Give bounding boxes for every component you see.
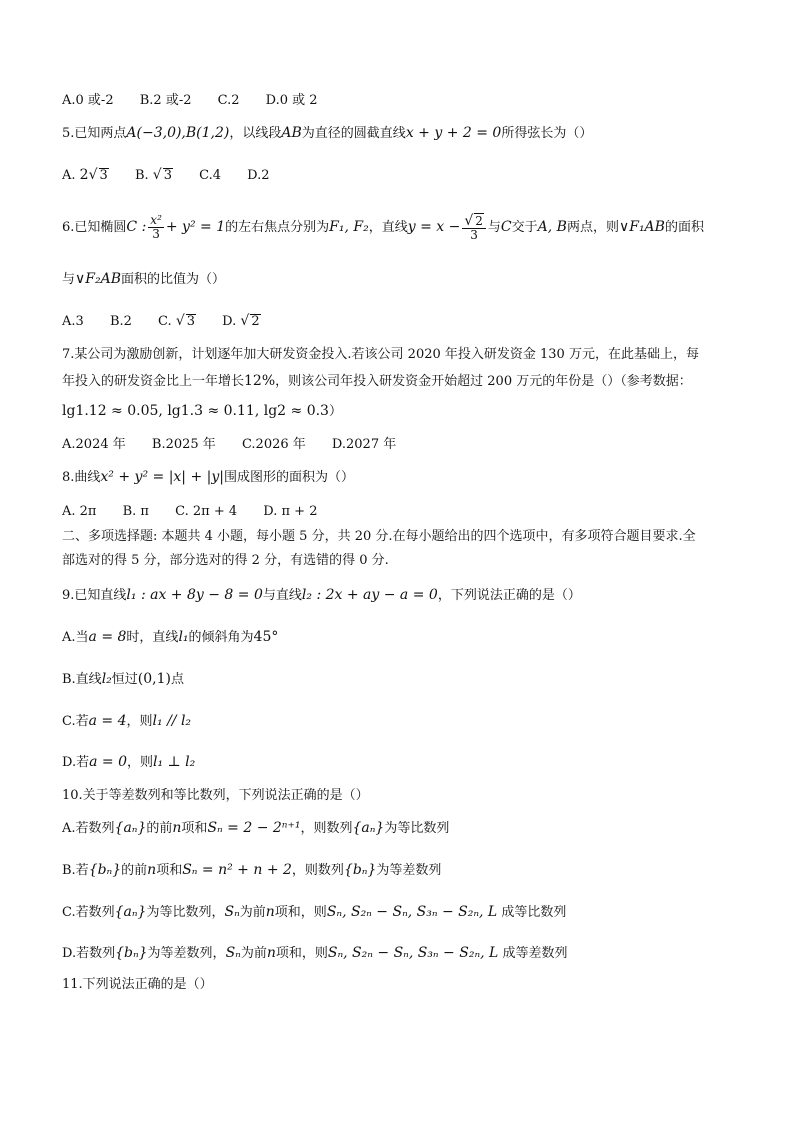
section2-heading-line2: 部选对的得 5 分，部分选对的得 2 分，有选错的得 0 分. bbox=[62, 553, 389, 568]
q6-stem-line2: 与∨F₂AB面积的比值为（） bbox=[62, 271, 226, 287]
q4-option-b: B.2 或-2 bbox=[139, 93, 192, 108]
q8-options bbox=[62, 503, 742, 521]
q7-option-d: D.2027 年 bbox=[331, 437, 397, 452]
q6-line-fraction: $\frac{√ 2}{3}$ bbox=[462, 213, 486, 242]
q10-option-a: A.若数列{aₙ}的前n项和Sₙ = 2 − 2ⁿ⁺¹，则数列{aₙ}为等比数列 bbox=[62, 820, 450, 836]
q8-stem: 8.曲线x² + y² = |x| + |y|围成图形的面积为（） bbox=[62, 469, 355, 485]
q6-option-b: B.2 bbox=[109, 314, 132, 329]
q5-option-c: C.4 bbox=[199, 168, 221, 183]
q7-stem-line1: 7.某公司为激励创新，计划逐年加大研发资金投入.若该公司 2020 年投入研发资金 130 万元，在此基础上，每 bbox=[62, 347, 699, 362]
q4-option-d: D.0 或 2 bbox=[265, 93, 318, 108]
q6-option-c: C. √ 3 bbox=[158, 313, 196, 329]
q5-option-a: A. 2√ 3 bbox=[62, 167, 108, 183]
q7-option-c: C.2026 年 bbox=[241, 437, 306, 452]
q10-stem: 10.关于等差数列和等比数列，下列说法正确的是（） bbox=[62, 788, 369, 803]
q9-option-d: D.若a = 0，则l₁ ⊥ l₂ bbox=[62, 754, 196, 770]
q4-options bbox=[62, 92, 742, 110]
q6-options bbox=[62, 312, 742, 331]
q8-option-d: D. π + 2 bbox=[263, 504, 318, 519]
q9-option-c: C.若a = 4，则l₁ // l₂ bbox=[62, 713, 192, 729]
q9-option-b: B.直线l₂恒过(0,1)点 bbox=[62, 671, 185, 687]
q6-stem: 6.已知椭圆C : $\frac{\text{x²}}{3}$ + y² = 1的左右焦点分别为F₁, F₂，直线y = x − $\frac{√ 2}{3}$ 与C交于A, B两点，则∨F₁AB的面积 bbox=[62, 213, 704, 242]
q8-option-c: C. 2π + 4 bbox=[175, 504, 238, 519]
q5-option-b: B. √ 3 bbox=[134, 167, 172, 183]
q7-reference: lg1.12 ≈ 0.05, lg1.3 ≈ 0.11, lg2 ≈ 0.3） bbox=[62, 403, 342, 419]
q6-option-d: D. √ 2 bbox=[222, 313, 260, 329]
q7-options bbox=[62, 436, 742, 454]
q10-option-d: D.若数列{bₙ}为等差数列，Sₙ为前n项和，则Sₙ, S₂ₙ − Sₙ, S₃ₙ − S₂ₙ, L 成等差数列 bbox=[62, 945, 568, 961]
q8-option-b: B. π bbox=[122, 504, 149, 519]
q6-fraction: $\frac{\text{x²}}{3}$ bbox=[150, 213, 162, 241]
q5-option-d: D.2 bbox=[247, 168, 270, 183]
section2-heading-line1: 二、多项选择题: 本题共 4 小题，每小题 5 分，共 20 分.在每小题给出的四个选项中，有多项符合题目要求.全 bbox=[62, 529, 696, 544]
q8-option-a: A. 2π bbox=[62, 504, 97, 519]
q4-option-a: A.0 或-2 bbox=[62, 93, 114, 108]
q9-option-a: A.当a = 8时，直线l₁的倾斜角为45° bbox=[62, 629, 279, 645]
q7-stem-line2: 年投入的研发资金比上一年增长12%，则该公司年投入研发资金开始超过 200 万元的年份是（）（参考数据： bbox=[62, 373, 692, 389]
q5-stem: 5.已知两点A(−3,0),B(1,2)，以线段AB为直径的圆截直线x + y + 2 = 0所得弦长为（） bbox=[62, 125, 593, 141]
q6-option-a: A.3 bbox=[62, 314, 84, 329]
q10-option-b: B.若{bₙ}的前n项和Sₙ = n² + n + 2，则数列{bₙ}为等差数列 bbox=[62, 862, 442, 878]
q7-option-a: A.2024 年 bbox=[62, 437, 126, 452]
q11-stem: 11.下列说法正确的是（） bbox=[62, 977, 213, 992]
q7-option-b: B.2025 年 bbox=[151, 437, 216, 452]
q9-stem: 9.已知直线l₁ : ax + 8y − 8 = 0与直线l₂ : 2x + ay − a = 0，下列说法正确的是（） bbox=[62, 587, 581, 603]
q4-option-c: C.2 bbox=[217, 93, 240, 108]
q10-option-c: C.若数列{aₙ}为等比数列，Sₙ为前n项和，则Sₙ, S₂ₙ − Sₙ, S₃ₙ − S₂ₙ, L 成等比数列 bbox=[62, 904, 567, 920]
q5-options bbox=[62, 166, 742, 185]
